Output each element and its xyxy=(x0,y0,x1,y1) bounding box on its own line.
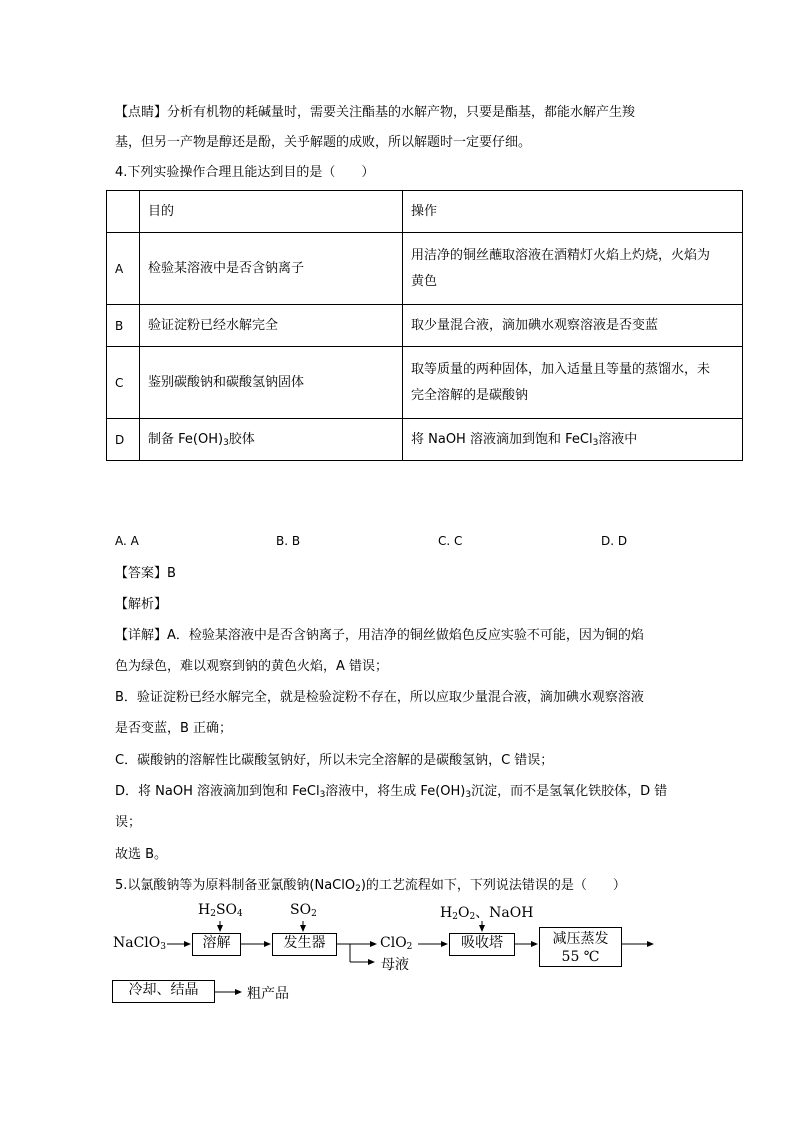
arrowhead xyxy=(647,941,654,947)
detail-c1: C．碳酸钠的溶解性比碳酸氢钠好，所以未完全溶解的是碳酸氢钠，C 错误； xyxy=(115,753,554,768)
detail-d1-post: 沉淀，而不是氢氧化铁胶体，D 错 xyxy=(471,784,668,799)
row-goal: 检验某溶液中是否含钠离子 xyxy=(140,233,403,305)
flow-product: 粗产品 xyxy=(247,986,289,1002)
goal-pre: 制备 Fe(OH) xyxy=(148,431,224,447)
flow-start-text: NaClO xyxy=(113,935,161,951)
flow-evap-box xyxy=(539,927,622,967)
arrowhead xyxy=(479,925,485,932)
row-op: 取少量混合液，滴加碘水观察溶液是否变蓝 xyxy=(403,305,743,347)
flow-h2o2-naoh xyxy=(440,902,533,922)
q4-stem: 4.下列实验操作合理且能达到目的是（ ） xyxy=(115,165,375,180)
clo2-s: 2 xyxy=(406,942,413,952)
q5-stem-post: )的工艺流程如下，下列说法错误的是（ ） xyxy=(360,878,626,893)
goal-sub: 3 xyxy=(223,437,229,448)
flow-cool-box: 冷却、结晶 xyxy=(112,980,215,1003)
q5-stem-pre: 5.以氯酸钠等为原料制备亚氯酸钠(NaClO xyxy=(115,878,356,893)
detail-d1-pre: D．将 NaOH 溶液滴加到饱和 FeCl xyxy=(115,784,320,799)
tip-line-2: 基，但另一产物是醇还是酚，关乎解题的成败，所以解题时一定要仔细。 xyxy=(115,135,532,150)
arrowhead xyxy=(370,941,377,947)
arrowhead xyxy=(441,941,448,947)
goal-post: 胶体 xyxy=(228,431,255,447)
op-sub: 3 xyxy=(592,437,599,448)
tip-text-1: 分析有机物的耗碱量时，需要关注酯基的水解产物，只要是酯基，都能水解产生羧 xyxy=(167,105,636,120)
h2o2-s1: 2 xyxy=(452,912,458,922)
row-label: C xyxy=(107,347,140,419)
evap-line2: 55 ℃ xyxy=(561,949,600,965)
flow-start-sub: 3 xyxy=(160,942,166,952)
so2-s: 2 xyxy=(311,909,317,919)
op-pre: 将 NaOH 溶液滴加到饱和 FeCl xyxy=(411,431,593,447)
arrowhead xyxy=(184,941,191,947)
h2o2-a: H xyxy=(440,905,453,921)
row-op-line1: 取等质量的两种固体，加入适量且等量的蒸馏水，未 xyxy=(411,361,711,377)
option-a: A. A xyxy=(115,534,139,548)
arrowhead xyxy=(235,989,242,995)
flow-dissolve-box: 溶解 xyxy=(192,933,241,956)
flow-start xyxy=(113,935,166,951)
arrowhead xyxy=(531,941,538,947)
so2-a: SO xyxy=(290,902,312,918)
row-op-line2: 黄色 xyxy=(411,273,438,289)
flow-mother: 母液 xyxy=(381,957,409,973)
detail-d2: 误； xyxy=(115,815,142,830)
arrowhead xyxy=(264,941,271,947)
row-label: B xyxy=(107,305,140,347)
row-op-line1: 用洁净的铜丝蘸取溶液在酒精灯火焰上灼烧，火焰为 xyxy=(411,247,711,263)
detail-b1: B．验证淀粉已经水解完全，就是检验淀粉不存在，所以应取少量混合液，滴加碘水观察溶液 xyxy=(115,690,644,705)
h2so4-b: SO xyxy=(215,902,238,918)
detail-a2: 色为绿色，难以观察到钠的黄色火焰，A 错误； xyxy=(115,659,389,674)
flow-generator-box: 发生器 xyxy=(272,933,337,956)
flow-tower-box: 吸收塔 xyxy=(449,933,515,956)
row-label: D xyxy=(107,419,140,461)
arrowhead xyxy=(217,925,223,932)
detail-d1-mid: 溶液中，将生成 Fe(OH) xyxy=(325,784,466,799)
h2o2-b: O xyxy=(457,905,470,921)
h2so4-s1: 2 xyxy=(210,909,216,919)
row-op-line2: 完全溶解的是碳酸钠 xyxy=(411,387,529,403)
option-d: D. D xyxy=(601,534,628,548)
option-b: B. B xyxy=(276,534,301,548)
flow-clo2 xyxy=(380,935,412,951)
h2so4-a: H xyxy=(198,902,211,918)
q5-stem-sub: 2 xyxy=(355,884,361,894)
header-op: 操作 xyxy=(403,191,743,233)
op-post: 溶液中 xyxy=(598,431,638,447)
clo2-a: ClO xyxy=(380,935,407,951)
detail-final: 故选 B。 xyxy=(115,847,168,862)
tip-tag: 【点睛】 xyxy=(115,105,168,120)
analysis-title: 【解析】 xyxy=(115,597,168,612)
h2o2-s2: 2 xyxy=(469,912,476,922)
option-c: C. C xyxy=(438,534,463,548)
detail-a1: 【详解】A．检验某溶液中是否含钠离子，用洁净的铜丝做焰色反应实验不可能，因为铜的焰 xyxy=(115,628,644,643)
flow-h2so4 xyxy=(198,902,243,918)
evap-line1: 减压蒸发 xyxy=(552,931,609,947)
row-label: A xyxy=(107,233,140,305)
detail-d1-sub2: 3 xyxy=(465,790,472,800)
answer: 【答案】B xyxy=(115,566,176,581)
detail-b2: 是否变蓝，B 正确； xyxy=(115,721,233,736)
row-goal: 鉴别碳酸钠和碳酸氢钠固体 xyxy=(140,347,403,419)
flow-so2 xyxy=(290,902,317,918)
detail-d1-sub1: 3 xyxy=(319,790,326,800)
arrowhead xyxy=(368,959,375,965)
header-goal: 目的 xyxy=(140,191,403,233)
arrowhead xyxy=(300,925,306,932)
h2so4-s2: 4 xyxy=(237,909,243,919)
h2o2-sep: 、NaOH xyxy=(475,905,534,921)
row-goal: 验证淀粉已经水解完全 xyxy=(140,305,403,347)
